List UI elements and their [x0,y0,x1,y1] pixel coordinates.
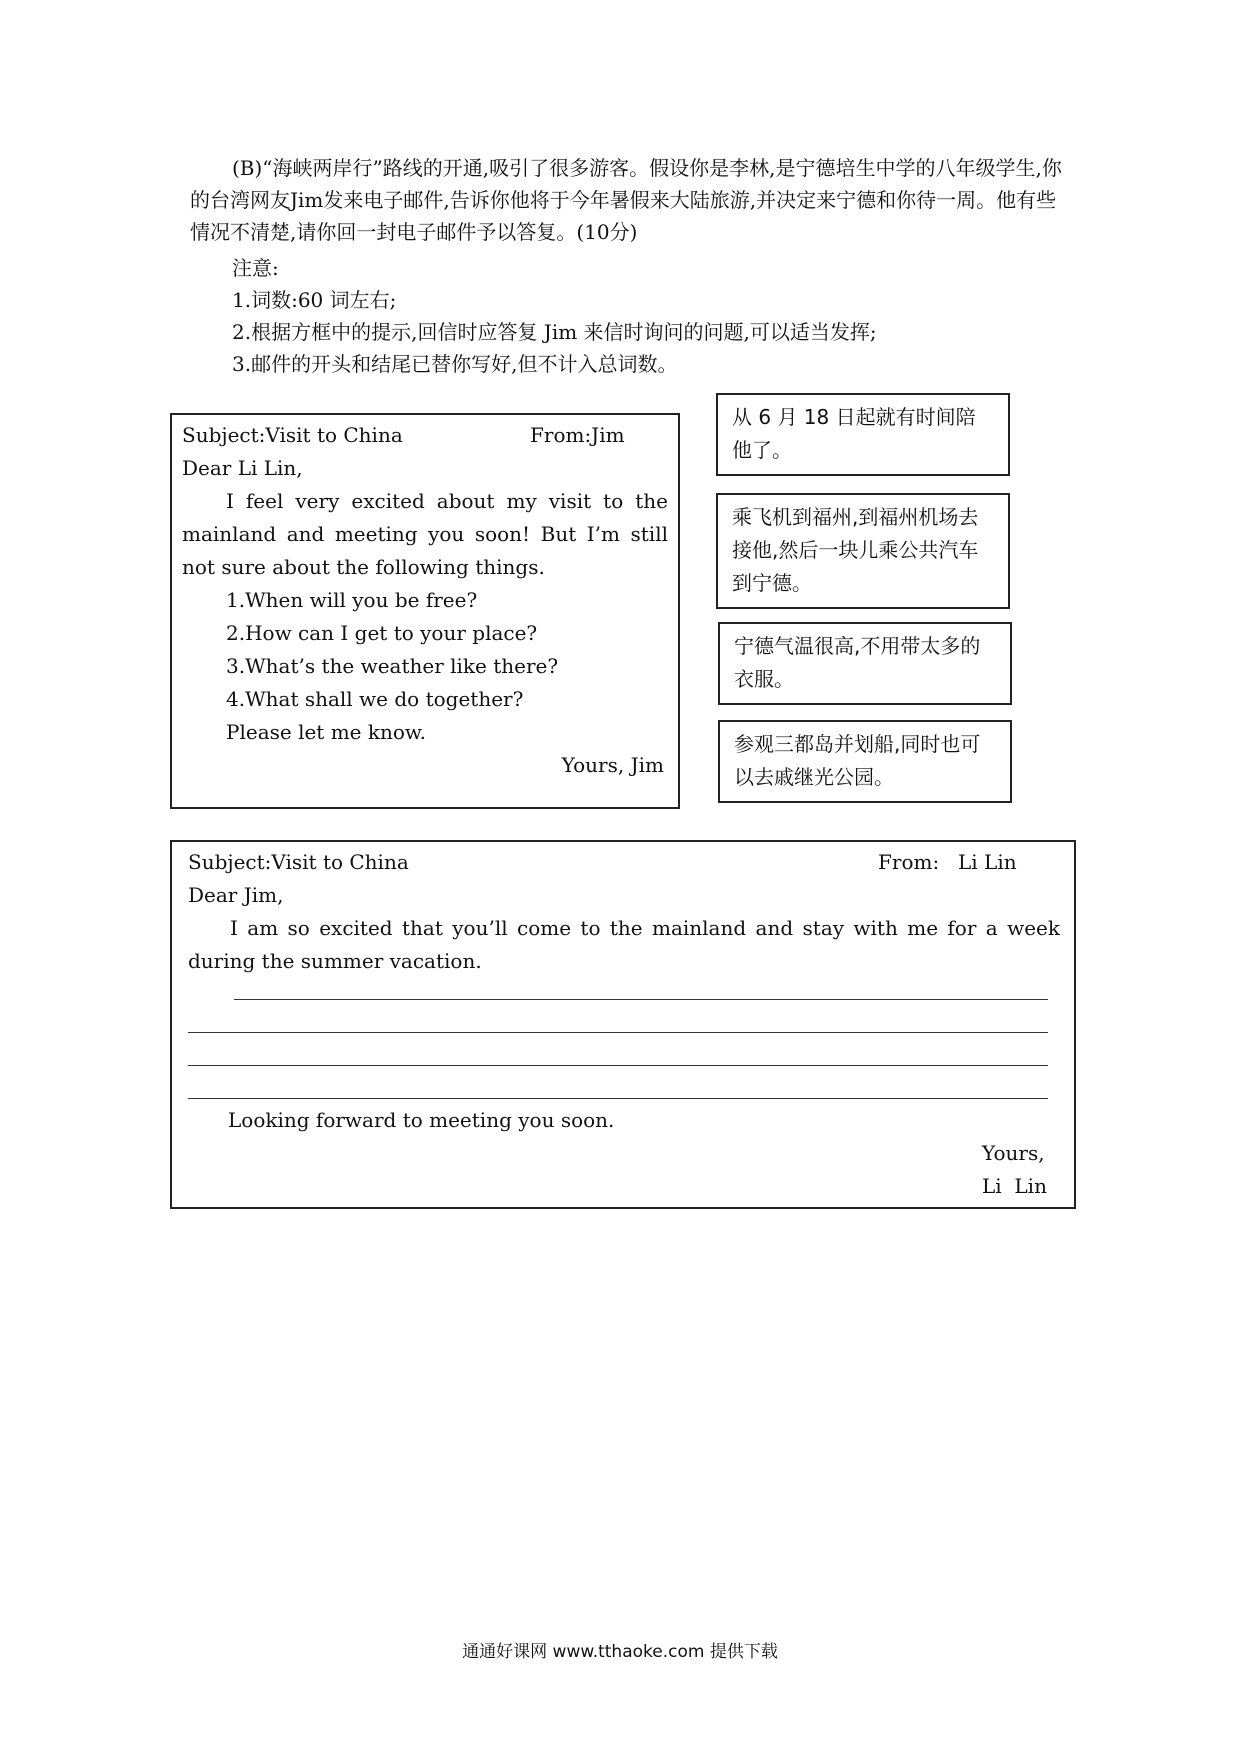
reply-signoff-text: Yours, [982,1141,1045,1165]
reply-signature: Li Lin [982,1174,1047,1198]
email-body: I feel very excited about my visit to the mainland and meeting you soon! But I’m still not sure about the following things. [182,489,668,579]
email-header [182,419,668,452]
reply-greeting: Dear Jim, [188,883,284,907]
hint-box: 从 6 月 18 日起就有时间陪他了。 [716,393,1010,476]
jim-email-box [170,413,680,809]
email-signoff [182,749,668,782]
reply-from-name: Li Lin [958,850,1017,874]
reply-closing-line: Looking forward to meeting you soon. [228,1108,615,1132]
email-question: 2.How can I get to your place? [226,621,538,645]
email-question: 4.What shall we do together? [226,687,524,711]
email-subject: Subject:Visit to China [182,423,403,447]
reply-subject: Subject:Visit to China [188,850,409,874]
hint-box: 宁德气温很高,不用带太多的衣服。 [718,622,1012,705]
note-item: 1.词数:60 词左右; [232,288,397,312]
answer-line[interactable] [188,1032,1048,1033]
email-closing-line: Please let me know. [226,720,426,744]
task-description: (B)“海峡两岸行”路线的开通,吸引了很多游客。假设你是李林,是宁德培生中学的八年级学生,你的台湾网友Jim发来电子邮件,告诉你他将于今年暑假来大陆旅游,并决定来宁德和你待一周。他有些情况不清楚,请你回一封电子邮件予以答复。(10分) [190,156,1062,244]
task-notes [232,252,877,380]
answer-line[interactable] [188,1098,1048,1099]
note-item: 2.根据方框中的提示,回信时应答复 Jim 来信时询问的问题,可以适当发挥; [232,320,877,344]
reply-header [188,846,1060,879]
answer-line[interactable] [234,999,1048,1000]
hint-box: 乘飞机到福州,到福州机场去接他,然后一块儿乘公共汽车到宁德。 [716,493,1010,609]
reply-email-box [170,840,1076,1209]
email-question: 3.What’s the weather like there? [226,654,559,678]
email-signoff-text: Yours, [561,753,625,777]
hint-box: 参观三都岛并划船,同时也可以去戚继光公园。 [718,720,1012,803]
email-question: 1.When will you be free? [226,588,478,612]
page-footer: 通通好课网 www.tthaoke.com 提供下载 [462,1642,778,1662]
answer-line[interactable] [188,1065,1048,1066]
email-greeting: Dear Li Lin, [182,456,303,480]
reply-body: I am so excited that you’ll come to the mainland and stay with me for a week during the summer vacation. [188,916,1060,973]
reply-from-label: From: [878,850,940,874]
reply-signoff [982,1137,1047,1203]
notes-title: 注意: [232,256,279,280]
note-item: 3.邮件的开头和结尾已替你写好,但不计入总词数。 [232,352,678,376]
task-intro [190,152,1070,248]
email-from: From:Jim [530,423,625,447]
email-signature: Jim [630,753,664,777]
